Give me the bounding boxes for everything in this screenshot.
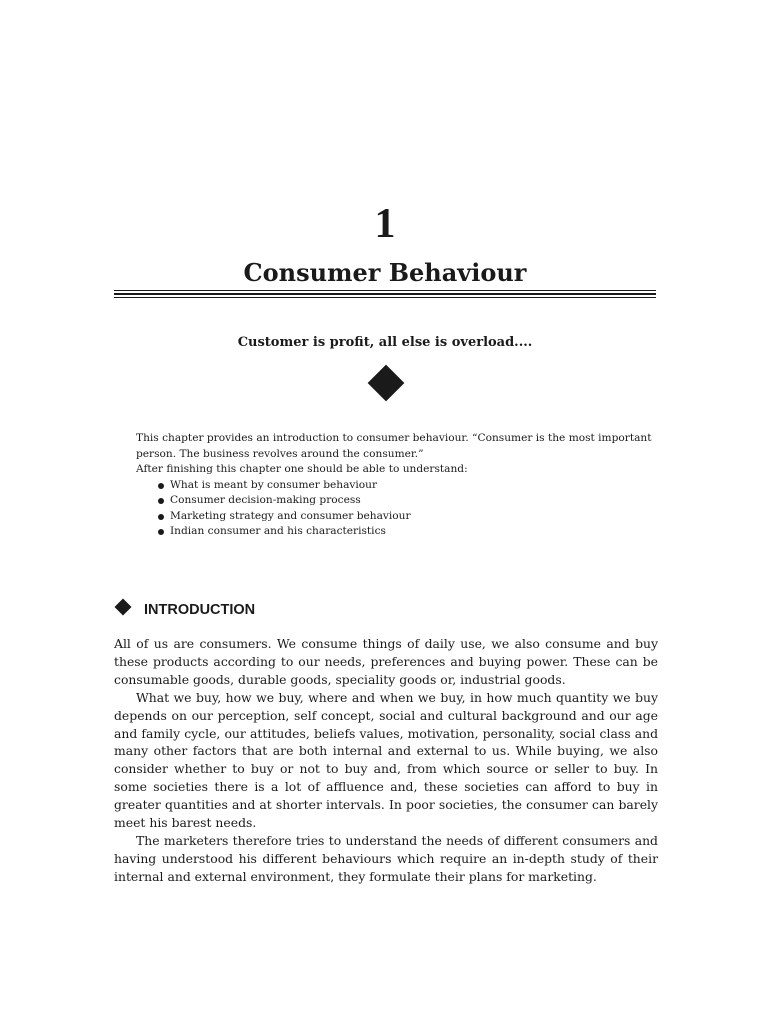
chapter-epigraph: Customer is profit, all else is overload.... — [237, 335, 533, 350]
objectives-lead: After finishing this chapter one should be able to understand: — [136, 463, 468, 475]
title-rule-middle — [114, 293, 656, 295]
round-bullet-icon — [158, 514, 164, 520]
objectives-list — [136, 478, 656, 540]
list-item — [158, 509, 656, 525]
diamond-bullet-icon — [115, 599, 132, 616]
section-body — [114, 635, 658, 886]
body-paragraph: The marketers therefore tries to understand the needs of different consumers and having understood his different behaviours which require an in-depth study of their internal and external environment, they formulate their plans for marketing. — [114, 832, 658, 884]
title-rule-top — [114, 290, 656, 291]
overview-lead: This chapter provides an introduction to consumer behaviour. “Consumer is the most important person. The business revolves around the consumer.” — [136, 432, 652, 460]
diamond-ornament-icon — [368, 365, 405, 402]
chapter-overview — [136, 431, 656, 540]
chapter-title: Consumer Behaviour — [243, 258, 527, 287]
list-item — [158, 493, 656, 509]
body-paragraph: What we buy, how we buy, where and when we buy, in how much quantity we buy depends on our perception, self concept, social and cultural background and our age and family cycle, our attitudes, beliefs values, motivation, personality, social class and many other factors that are both internal and external to us. While buying, we also consider whether to buy or not to buy and, from which source or seller to buy. In some societies there is a lot of affluence and, these societies can afford to buy in greater quantities and at shorter intervals. In poor societies, the consumer can barely meet his barest needs. — [114, 689, 658, 831]
round-bullet-icon — [158, 529, 164, 535]
body-paragraph: All of us are consumers. We consume things of daily use, we also consume and buy these products according to our needs, preferences and buying power. These can be consumable goods, durable goods, speciality goods or, industrial goods. — [114, 636, 658, 687]
list-item — [158, 524, 656, 540]
section-heading-label: INTRODUCTION — [144, 602, 256, 618]
round-bullet-icon — [158, 483, 164, 489]
objective-text: Consumer decision-making process — [170, 494, 361, 506]
objective-text: Indian consumer and his characteristics — [170, 525, 386, 537]
objective-text: What is meant by consumer behaviour — [170, 478, 378, 491]
chapter-number: 1 — [374, 201, 396, 247]
objective-text: Marketing strategy and consumer behaviour — [170, 509, 411, 522]
list-item — [158, 478, 656, 494]
title-rule-bottom — [114, 297, 656, 298]
round-bullet-icon — [158, 498, 164, 504]
